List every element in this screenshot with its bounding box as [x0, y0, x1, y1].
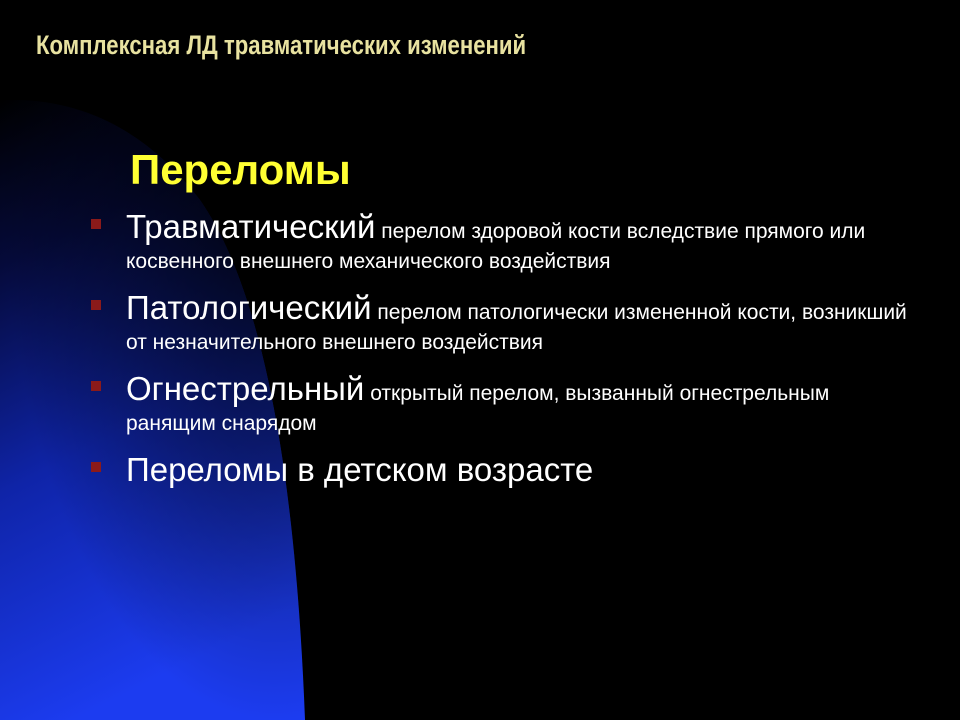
slide-header-title: Комплексная ЛД травматических изменений: [36, 30, 527, 60]
square-bullet-icon: [91, 381, 101, 391]
bullet-text: [126, 370, 908, 439]
section-title: Переломы: [130, 146, 351, 193]
bullet-text: [126, 208, 908, 277]
bullet-term: Огнестрельный: [126, 370, 365, 407]
bullet-description: открытый перелом, вызванный огнестрельным ранящим снарядом: [126, 382, 830, 435]
bullet-description: перелом здоровой кости вследствие прямого или косвенного внешнего механического воздействия: [126, 220, 866, 273]
bullet-description: перелом патологически измененной кости, возникший от незначительного внешнего воздействия: [126, 301, 907, 354]
bullet-item: [88, 370, 908, 439]
square-bullet-icon: [91, 462, 101, 472]
bullet-text: [126, 451, 908, 490]
bullet-term: Патологический: [126, 289, 372, 326]
bullet-text: [126, 289, 908, 358]
bullet-item: [88, 208, 908, 277]
bullet-term: Переломы в детском возрасте: [126, 451, 594, 488]
square-bullet-icon: [91, 300, 101, 310]
bullet-item: [88, 451, 908, 490]
bullet-list: [88, 208, 908, 502]
bullet-term: Травматический: [126, 208, 376, 245]
square-bullet-icon: [91, 219, 101, 229]
bullet-item: [88, 289, 908, 358]
